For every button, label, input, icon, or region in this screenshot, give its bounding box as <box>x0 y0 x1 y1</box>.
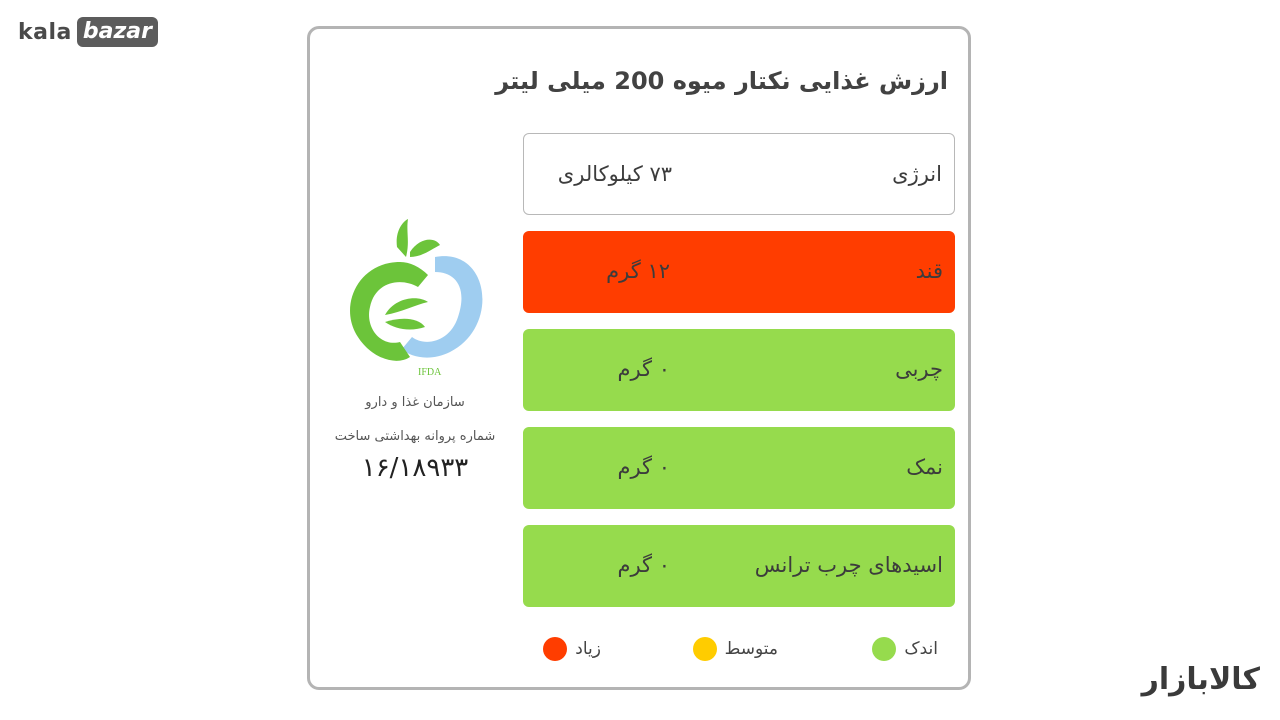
legend-medium-label: متوسط <box>724 639 778 659</box>
nutrition-card <box>307 26 971 690</box>
nutrient-row-fat <box>523 329 955 411</box>
legend-low <box>872 635 938 663</box>
ifda-logo-text: IFDA <box>418 367 442 377</box>
nutrient-row-salt <box>523 427 955 509</box>
nutrient-name: قند <box>915 259 943 283</box>
ifda-logo-icon <box>340 217 490 377</box>
nutrient-name: چربی <box>895 357 943 381</box>
nutrient-name: نمک <box>906 455 943 479</box>
nutrient-name: انرژی <box>892 162 942 186</box>
legend-high-label: زیاد <box>575 639 601 659</box>
legend-high-dot-icon <box>543 637 567 661</box>
card-title: ارزش غذایی نکتار میوه 200 میلی لیتر <box>495 67 948 95</box>
nutrient-row-energy <box>523 133 955 215</box>
brand-bazar-text: bazar <box>77 17 158 47</box>
ifda-org-name: سازمان غذا و دارو <box>365 395 465 410</box>
license-number: ۱۶/۱۸۹۳۳ <box>361 453 469 483</box>
license-label: شماره پروانه بهداشتی ساخت <box>334 429 496 444</box>
legend-high <box>543 635 601 663</box>
legend-low-dot-icon <box>872 637 896 661</box>
kalabazar-persian-logo[interactable]: کالابازار <box>1141 662 1260 697</box>
kalabazar-logo[interactable] <box>18 17 158 47</box>
nutrient-value: ۰ گرم <box>617 455 670 479</box>
legend-medium-dot-icon <box>693 637 717 661</box>
legend-medium <box>693 635 778 663</box>
nutrient-row-sugar <box>523 231 955 313</box>
nutrient-value: ۰ گرم <box>617 357 670 381</box>
nutrient-value: ۰ گرم <box>617 553 670 577</box>
nutrient-name: اسیدهای چرب ترانس <box>754 553 943 577</box>
nutrient-value: ۷۳ کیلوکالری <box>557 162 672 186</box>
brand-kala-text: kala <box>18 19 72 45</box>
nutrient-value: ۱۲ گرم <box>606 259 670 283</box>
legend-low-label: اندک <box>904 639 938 659</box>
nutrient-row-trans-fat <box>523 525 955 607</box>
